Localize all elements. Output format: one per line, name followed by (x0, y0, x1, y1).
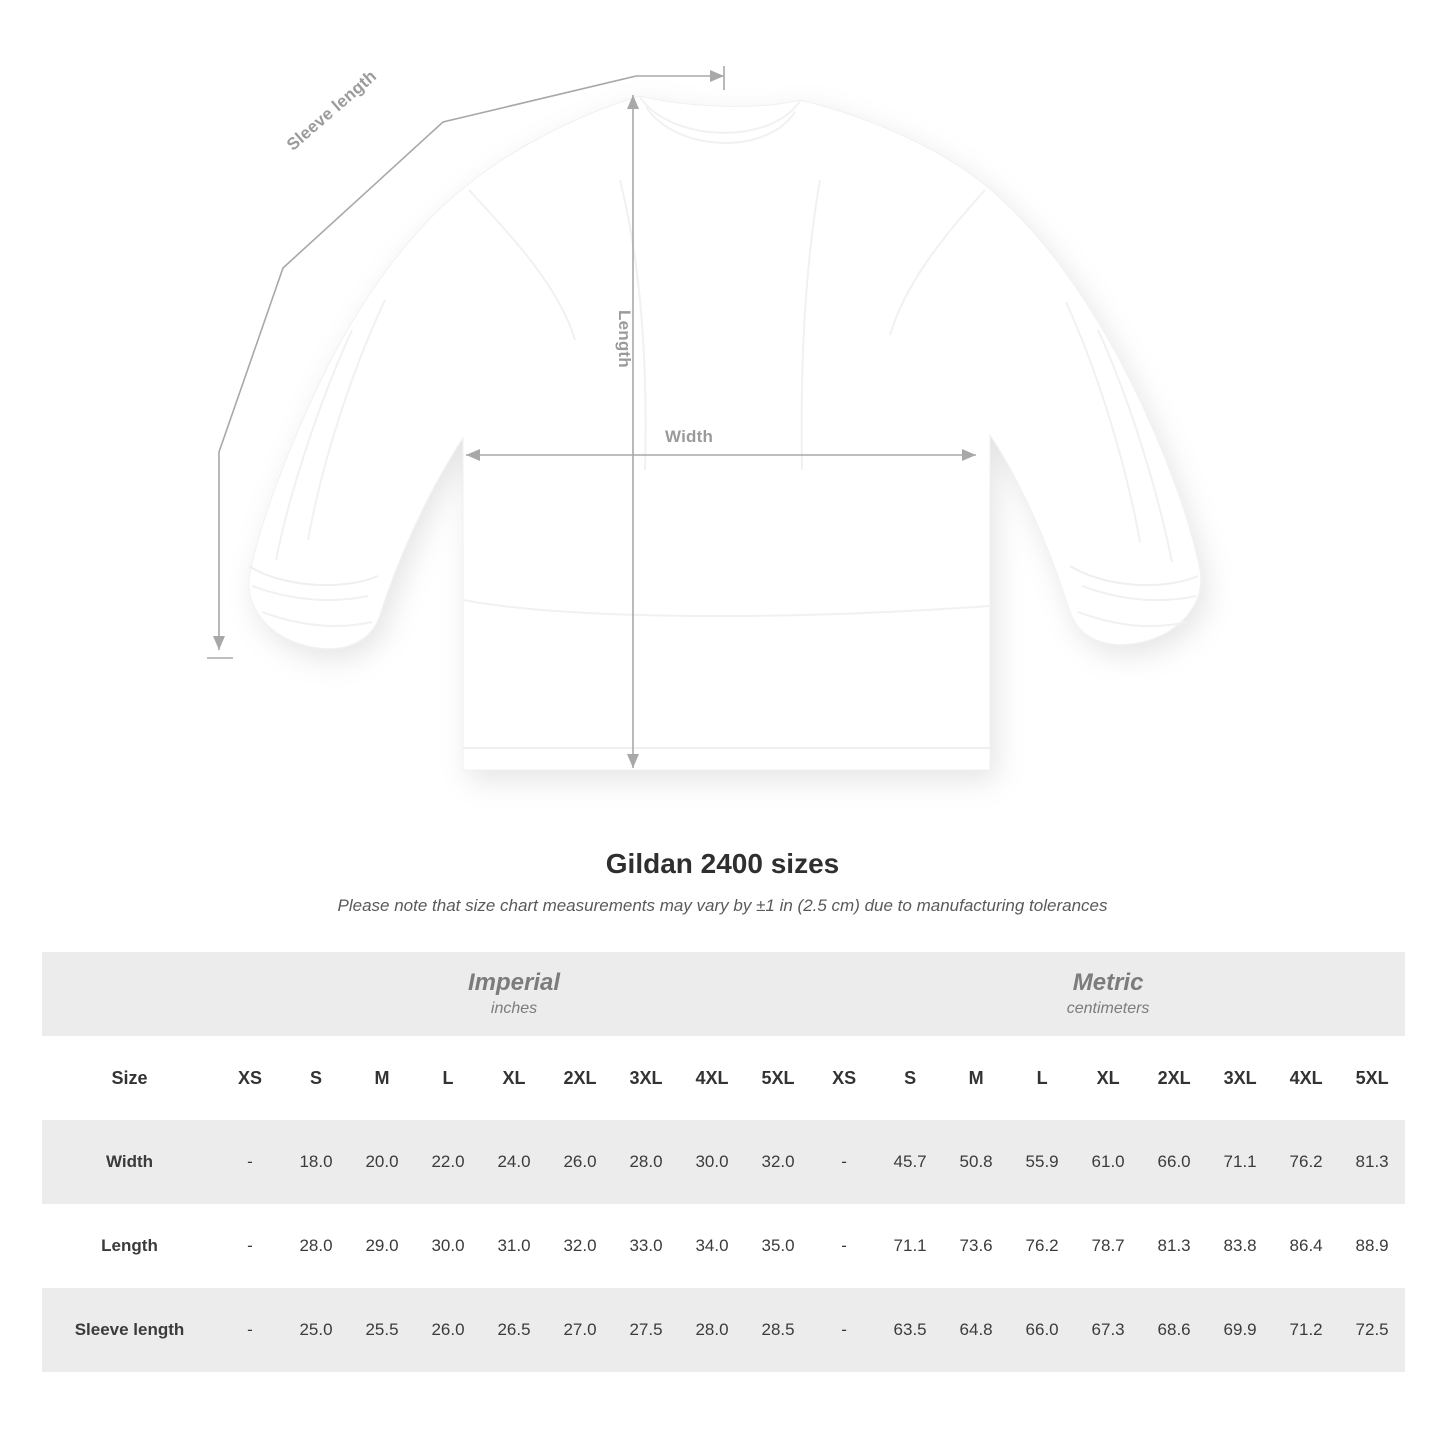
cell-width-metric-3xl: 71.1 (1207, 1120, 1273, 1204)
cell-length-metric-xs: - (811, 1204, 877, 1288)
cell-sleeve-metric-2xl: 68.6 (1141, 1288, 1207, 1372)
cell-length-imperial-s: 28.0 (283, 1204, 349, 1288)
cell-length-imperial-xl: 31.0 (481, 1204, 547, 1288)
cell-width-metric-4xl: 76.2 (1273, 1120, 1339, 1204)
table-row (42, 1288, 1405, 1372)
cell-width-metric-s: 45.7 (877, 1120, 943, 1204)
size-header-metric-s: S (877, 1036, 943, 1120)
cell-width-metric-m: 50.8 (943, 1120, 1009, 1204)
shirt-silhouette (249, 96, 1201, 770)
unit-header-metric (811, 952, 1405, 1036)
cell-sleeve-metric-l: 66.0 (1009, 1288, 1075, 1372)
cell-length-metric-5xl: 88.9 (1339, 1204, 1405, 1288)
cell-width-imperial-l: 22.0 (415, 1120, 481, 1204)
cell-width-imperial-4xl: 30.0 (679, 1120, 745, 1204)
row-label-sleeve-length: Sleeve length (42, 1288, 217, 1372)
size-header-imperial-5xl: 5XL (745, 1036, 811, 1120)
cell-length-imperial-4xl: 34.0 (679, 1204, 745, 1288)
cell-width-imperial-5xl: 32.0 (745, 1120, 811, 1204)
cell-sleeve-metric-4xl: 71.2 (1273, 1288, 1339, 1372)
sleeve-length-label: Sleeve length (283, 66, 381, 155)
cell-length-metric-m: 73.6 (943, 1204, 1009, 1288)
cell-sleeve-imperial-4xl: 28.0 (679, 1288, 745, 1372)
cell-sleeve-metric-s: 63.5 (877, 1288, 943, 1372)
size-header-metric-3xl: 3XL (1207, 1036, 1273, 1120)
unit-header-spacer (42, 952, 217, 1036)
size-header-imperial-xs: XS (217, 1036, 283, 1120)
cell-sleeve-imperial-s: 25.0 (283, 1288, 349, 1372)
cell-sleeve-imperial-5xl: 28.5 (745, 1288, 811, 1372)
unit-sub-imperial: inches (490, 999, 538, 1017)
size-table (42, 952, 1405, 1372)
size-header-imperial-l: L (415, 1036, 481, 1120)
cell-sleeve-imperial-xs: - (217, 1288, 283, 1372)
cell-width-metric-2xl: 66.0 (1141, 1120, 1207, 1204)
cell-length-imperial-xs: - (217, 1204, 283, 1288)
length-label: Length (615, 310, 634, 368)
cell-length-imperial-m: 29.0 (349, 1204, 415, 1288)
width-label: Width (665, 427, 714, 446)
table-row (42, 1120, 1405, 1204)
unit-name-metric: Metric (1072, 968, 1144, 996)
cell-length-metric-4xl: 86.4 (1273, 1204, 1339, 1288)
cell-length-metric-2xl: 81.3 (1141, 1204, 1207, 1288)
size-header-imperial-4xl: 4XL (679, 1036, 745, 1120)
cell-sleeve-imperial-xl: 26.5 (481, 1288, 547, 1372)
size-table-wrapper (42, 952, 1403, 1372)
cell-length-imperial-5xl: 35.0 (745, 1204, 811, 1288)
size-header-metric-l: L (1009, 1036, 1075, 1120)
size-header-metric-2xl: 2XL (1141, 1036, 1207, 1120)
row-label-length: Length (42, 1204, 217, 1288)
table-row (42, 1204, 1405, 1288)
tolerance-note: Please note that size chart measurements may vary by ±1 in (2.5 cm) due to manufacturing tolerances (337, 896, 1108, 915)
size-header-imperial-s: S (283, 1036, 349, 1120)
unit-name-imperial: Imperial (468, 968, 561, 996)
cell-width-imperial-xl: 24.0 (481, 1120, 547, 1204)
page-title: Gildan 2400 sizes (605, 848, 840, 879)
cell-length-metric-3xl: 83.8 (1207, 1204, 1273, 1288)
size-header-label: Size (42, 1036, 217, 1120)
cell-width-metric-xl: 61.0 (1075, 1120, 1141, 1204)
cell-length-metric-s: 71.1 (877, 1204, 943, 1288)
unit-header-imperial (217, 952, 811, 1036)
size-header-imperial-m: M (349, 1036, 415, 1120)
cell-width-imperial-2xl: 26.0 (547, 1120, 613, 1204)
cell-sleeve-metric-m: 64.8 (943, 1288, 1009, 1372)
cell-length-imperial-2xl: 32.0 (547, 1204, 613, 1288)
cell-length-metric-l: 76.2 (1009, 1204, 1075, 1288)
cell-sleeve-metric-xs: - (811, 1288, 877, 1372)
cell-width-imperial-3xl: 28.0 (613, 1120, 679, 1204)
cell-sleeve-imperial-2xl: 27.0 (547, 1288, 613, 1372)
cell-sleeve-imperial-l: 26.0 (415, 1288, 481, 1372)
cell-sleeve-metric-5xl: 72.5 (1339, 1288, 1405, 1372)
cell-width-imperial-m: 20.0 (349, 1120, 415, 1204)
row-label-width: Width (42, 1120, 217, 1204)
size-header-metric-m: M (943, 1036, 1009, 1120)
size-header-metric-4xl: 4XL (1273, 1036, 1339, 1120)
table-size-header-row (42, 1036, 1405, 1120)
unit-sub-metric: centimeters (1066, 999, 1150, 1017)
size-header-metric-xs: XS (811, 1036, 877, 1120)
cell-sleeve-imperial-m: 25.5 (349, 1288, 415, 1372)
cell-width-metric-5xl: 81.3 (1339, 1120, 1405, 1204)
cell-sleeve-metric-3xl: 69.9 (1207, 1288, 1273, 1372)
cell-width-metric-l: 55.9 (1009, 1120, 1075, 1204)
cell-sleeve-imperial-3xl: 27.5 (613, 1288, 679, 1372)
size-header-imperial-2xl: 2XL (547, 1036, 613, 1120)
size-header-imperial-3xl: 3XL (613, 1036, 679, 1120)
cell-sleeve-metric-xl: 67.3 (1075, 1288, 1141, 1372)
table-unit-header-row (42, 952, 1405, 1036)
size-header-metric-xl: XL (1075, 1036, 1141, 1120)
size-header-imperial-xl: XL (481, 1036, 547, 1120)
cell-length-imperial-l: 30.0 (415, 1204, 481, 1288)
title-block (0, 848, 1445, 916)
cell-width-imperial-s: 18.0 (283, 1120, 349, 1204)
cell-width-metric-xs: - (811, 1120, 877, 1204)
size-header-metric-5xl: 5XL (1339, 1036, 1405, 1120)
cell-width-imperial-xs: - (217, 1120, 283, 1204)
cell-length-metric-xl: 78.7 (1075, 1204, 1141, 1288)
cell-length-imperial-3xl: 33.0 (613, 1204, 679, 1288)
